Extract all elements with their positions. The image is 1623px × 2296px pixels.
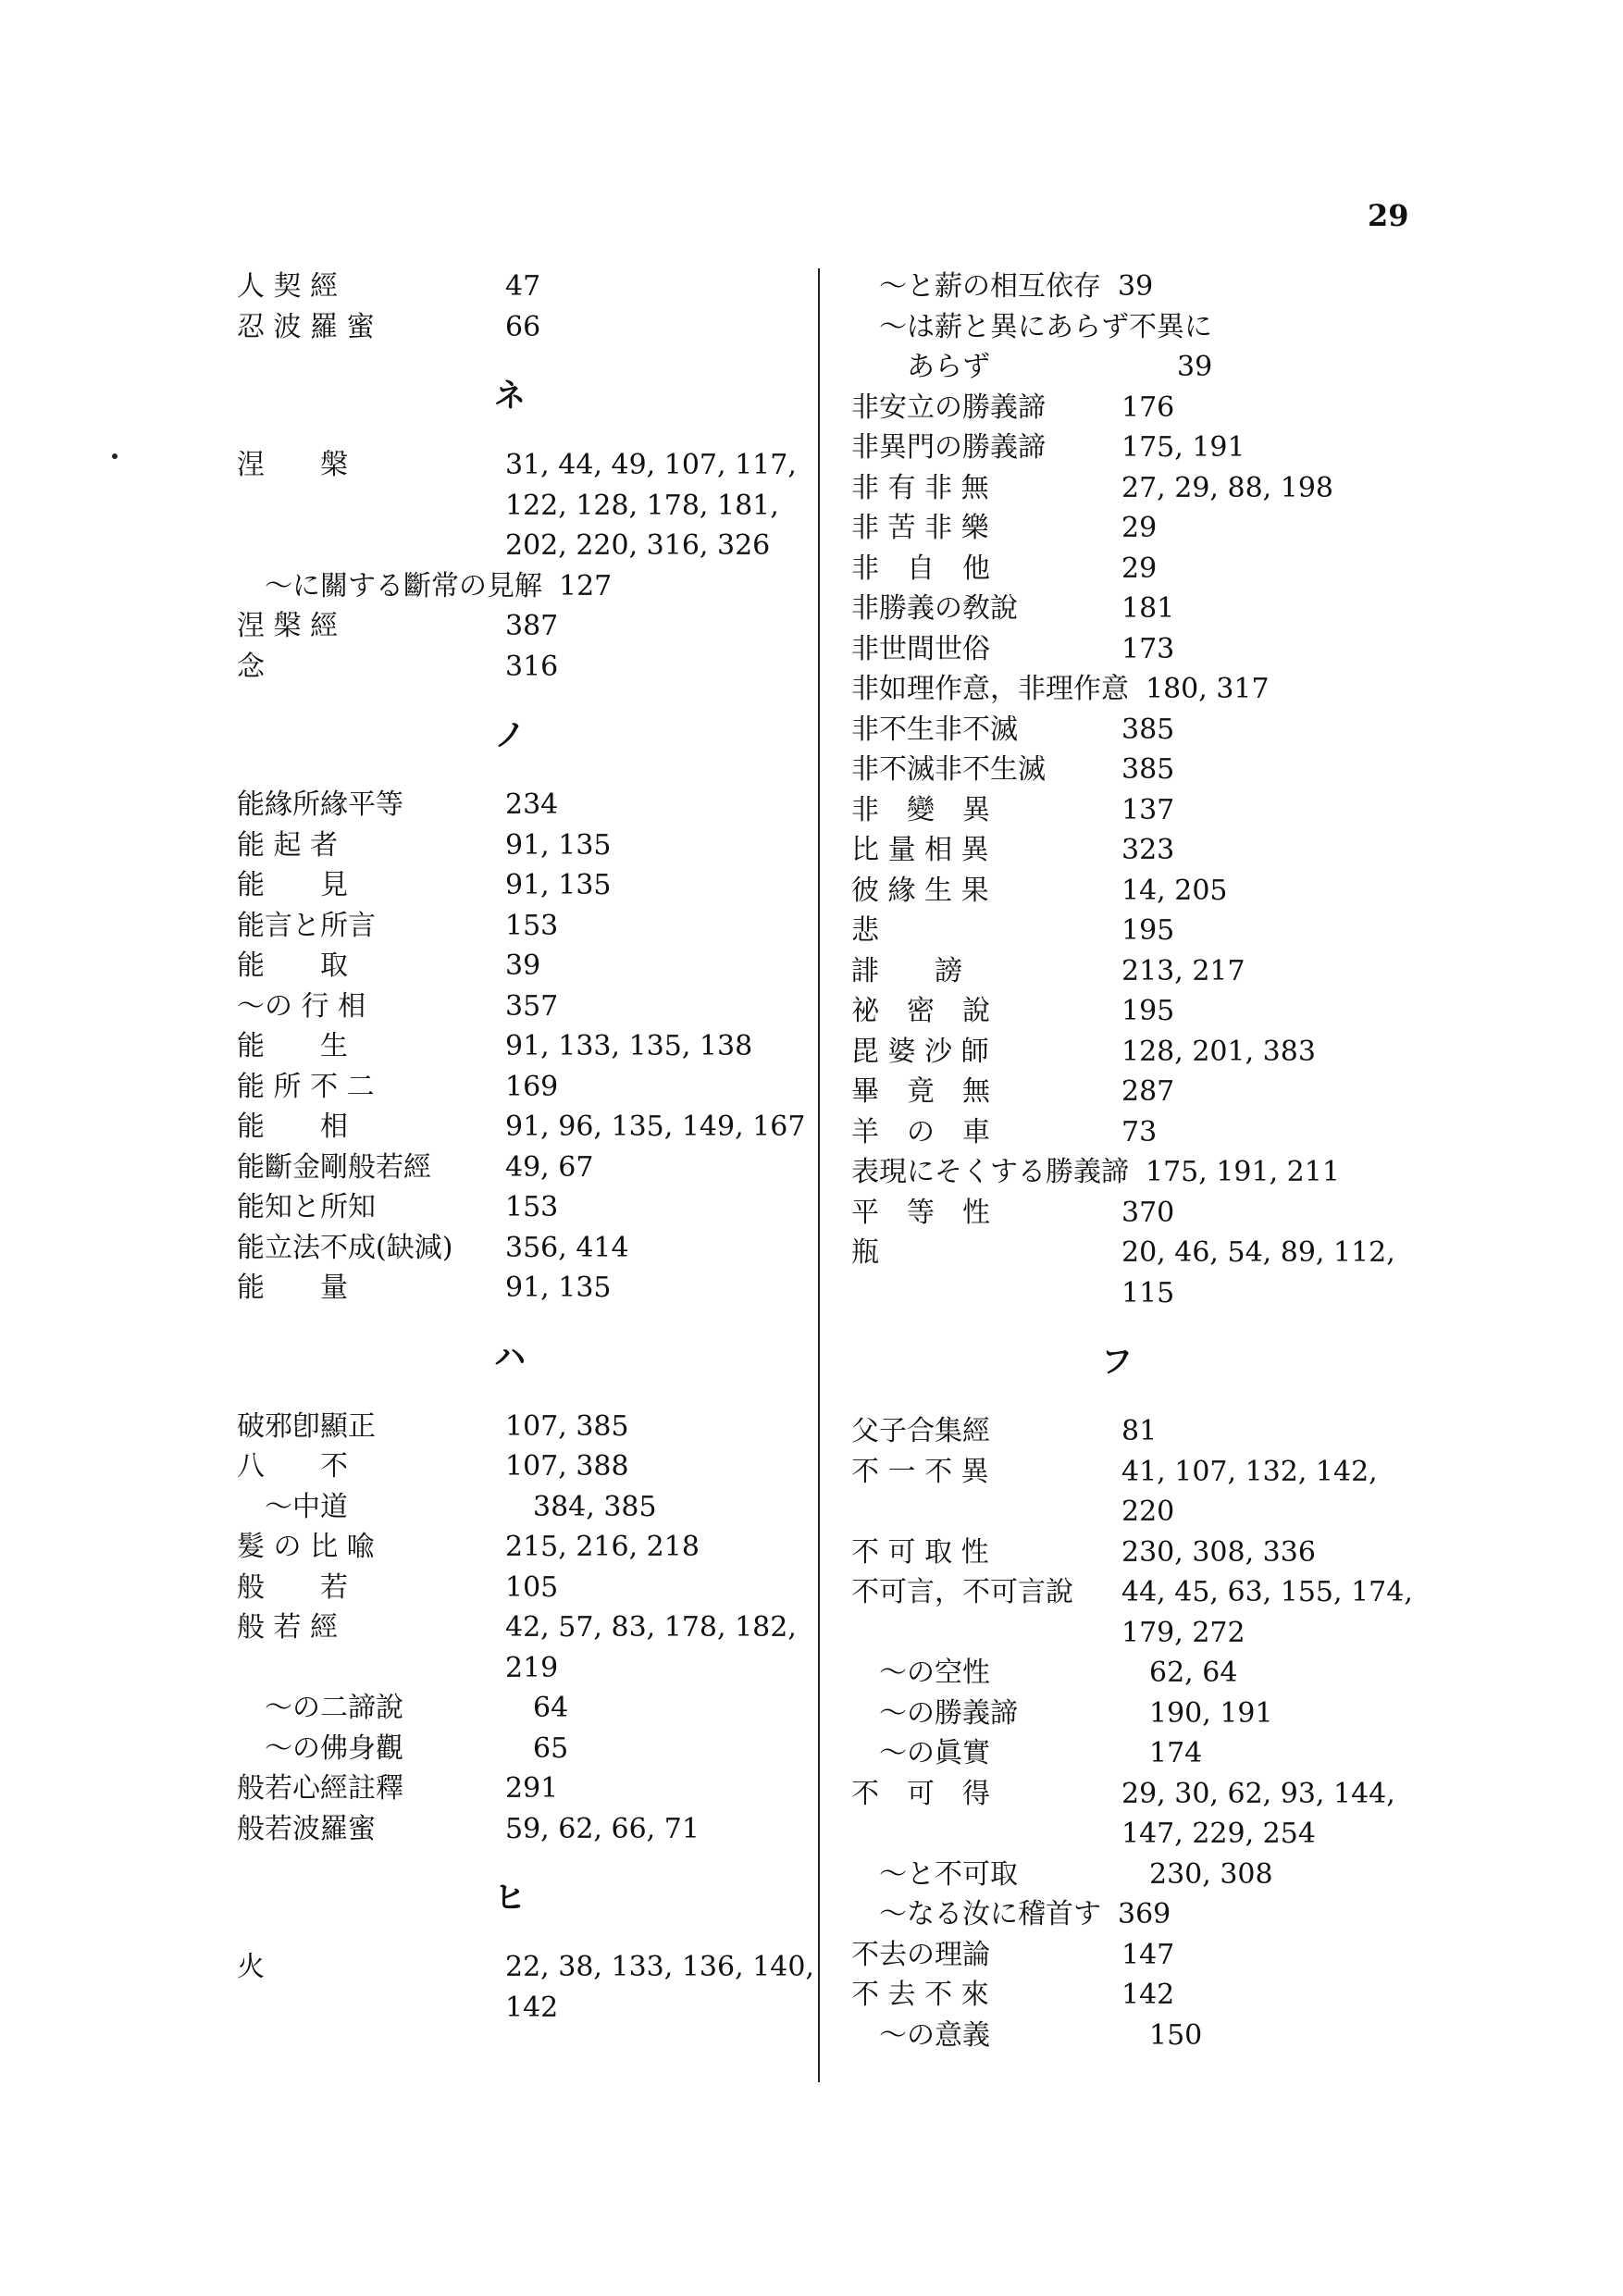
index-term <box>851 1492 1121 1533</box>
index-term: 能 生 <box>237 1030 348 1062</box>
index-term: 非 有 非 無 <box>851 471 989 504</box>
index-page-refs: 29 <box>1121 552 1158 585</box>
section-heading: ヒ <box>494 1880 526 1917</box>
index-entry <box>237 1648 792 1689</box>
index-term: ～と薪の相互依存 <box>879 270 1101 303</box>
index-term: ～の空性 <box>879 1657 990 1689</box>
index-page-refs: 169 <box>505 1070 559 1103</box>
index-term: 非如理作意，非理作意 <box>851 673 1129 705</box>
index-entry <box>237 1568 792 1608</box>
index-entry <box>237 1988 792 2029</box>
index-page-refs: 234 <box>505 788 559 821</box>
index-entry <box>851 549 1406 590</box>
index-term: ～の 行 相 <box>237 989 366 1023</box>
index-page-refs: 323 <box>1121 834 1175 866</box>
index-entry <box>851 267 1406 307</box>
index-page-refs: 127 <box>559 569 613 602</box>
index-entry <box>851 347 1406 388</box>
index-page-refs: 91, 135 <box>505 828 612 862</box>
index-page-refs: 230, 308, 336 <box>1121 1535 1316 1569</box>
index-term: 不 一 不 異 <box>851 1455 989 1488</box>
index-term: 火 <box>237 1951 265 1983</box>
index-term: 能斷金剛般若經 <box>237 1150 431 1184</box>
index-page-refs: 190, 191 <box>1149 1696 1273 1730</box>
index-entry <box>851 1152 1406 1193</box>
index-entry <box>237 1187 792 1228</box>
index-entry <box>851 307 1406 348</box>
index-entry <box>237 606 792 647</box>
index-term: 般 若 <box>237 1570 348 1604</box>
index-term: ～は薪と異にあらず不異に <box>879 310 1212 343</box>
index-page-refs <box>1149 307 1406 348</box>
index-entry <box>851 1452 1406 1493</box>
index-page-refs: 49, 67 <box>505 1150 594 1184</box>
index-entry <box>851 1193 1406 1234</box>
index-entry <box>237 1688 792 1729</box>
section-heading: ノ <box>494 717 526 754</box>
index-term: 般若心經註釋 <box>237 1772 403 1805</box>
index-page-refs: 356, 414 <box>505 1231 629 1264</box>
index-term: 能 所 不 二 <box>237 1070 375 1103</box>
index-entry <box>851 1032 1406 1073</box>
index-term: 非安立の勝義諦 <box>851 391 1046 424</box>
index-entry <box>237 1527 792 1568</box>
index-page-refs: 91, 135 <box>505 869 612 901</box>
index-term: 不 可 取 性 <box>851 1535 989 1569</box>
index-entry <box>851 388 1406 428</box>
index-term: 八 不 <box>237 1450 348 1483</box>
index-entry <box>237 566 792 607</box>
index-entry <box>851 629 1406 670</box>
index-page-refs: 20, 46, 54, 89, 112, <box>1121 1236 1395 1269</box>
index-page-refs: 215, 216, 218 <box>505 1531 700 1563</box>
index-term: ～の意義 <box>879 2018 990 2052</box>
index-page-refs: 14, 205 <box>1121 874 1228 907</box>
index-entry <box>851 1233 1406 1273</box>
index-page-refs: 195 <box>1121 995 1175 1027</box>
index-page-refs: 29, 30, 62, 93, 144, <box>1121 1777 1395 1810</box>
index-entry <box>851 1572 1413 1613</box>
index-page-refs: 59, 62, 66, 71 <box>505 1812 700 1845</box>
section-heading: フ <box>1101 1344 1133 1381</box>
index-page-refs: 213, 217 <box>1121 954 1245 987</box>
index-term <box>237 1648 505 1689</box>
index-term: 能 起 者 <box>237 828 339 862</box>
index-term: ～の佛身觀 <box>265 1731 403 1765</box>
index-term: 平 等 性 <box>851 1196 990 1229</box>
index-page-refs: 31, 44, 49, 107, 117, <box>505 449 797 481</box>
index-entry <box>851 2016 1406 2056</box>
index-term: 畢 竟 無 <box>851 1075 990 1108</box>
index-term: 羊 の 車 <box>851 1115 990 1148</box>
index-page-refs: 142 <box>505 1991 559 2024</box>
index-entry <box>851 790 1406 831</box>
index-page-refs: 179, 272 <box>1121 1616 1245 1649</box>
index-term <box>851 1273 1121 1314</box>
stray-mark <box>112 453 118 459</box>
index-term: 非勝義の敎說 <box>851 592 1018 625</box>
index-entry <box>851 911 1406 951</box>
index-term: ～に關する斷常の見解 <box>265 569 542 602</box>
index-page-refs: 181 <box>1121 592 1175 625</box>
index-term: ～の勝義諦 <box>879 1696 1018 1730</box>
index-entry <box>237 307 792 348</box>
page-number: 29 <box>1368 198 1409 233</box>
index-entry <box>851 1894 1406 1935</box>
index-term: 父子合集經 <box>851 1415 990 1447</box>
index-page-refs: 316 <box>505 650 559 683</box>
index-entry <box>851 991 1406 1032</box>
index-term: 表現にそくする勝義諦 <box>851 1156 1129 1188</box>
index-term: 非不滅非不生滅 <box>851 753 1046 786</box>
index-term: 能言と所言 <box>237 909 376 942</box>
index-page-refs: 180, 317 <box>1146 673 1270 705</box>
index-entry <box>237 1446 792 1487</box>
index-column-left <box>237 267 814 2028</box>
index-term: ～の二諦說 <box>265 1692 403 1724</box>
index-entry <box>237 946 792 987</box>
index-page-refs: 42, 57, 83, 178, 182, <box>505 1611 797 1644</box>
index-page-refs: 39 <box>1118 270 1154 303</box>
index-page-refs: 47 <box>505 270 541 303</box>
index-page-refs: 173 <box>1121 632 1175 665</box>
index-entry <box>237 1729 792 1769</box>
index-term: 涅 槃 經 <box>237 610 339 642</box>
index-term: 比 量 相 異 <box>851 834 989 866</box>
index-page-refs: 287 <box>1121 1075 1175 1108</box>
index-term: 破邪卽顯正 <box>237 1409 376 1443</box>
index-term <box>237 486 505 527</box>
index-entry <box>237 526 792 566</box>
index-term: 能 見 <box>237 869 348 901</box>
index-term: 涅 槃 <box>237 449 348 481</box>
index-entry <box>851 1492 1406 1533</box>
index-page-refs: 176 <box>1121 391 1175 424</box>
section-heading: ネ <box>494 378 526 415</box>
index-page-refs: 91, 96, 135, 149, 167 <box>505 1111 806 1143</box>
index-page-refs: 107, 385 <box>505 1409 629 1443</box>
index-page-refs: 107, 388 <box>505 1450 629 1483</box>
index-page-refs: 91, 133, 135, 138 <box>505 1030 753 1062</box>
index-term: あらず <box>907 351 990 383</box>
section-heading: ハ <box>494 1338 526 1376</box>
index-term: 能 相 <box>237 1111 348 1143</box>
index-page-refs: 81 <box>1121 1415 1158 1447</box>
index-entry <box>237 1228 792 1269</box>
index-entry <box>851 1814 1406 1855</box>
index-entry <box>237 825 792 866</box>
index-entry <box>851 1613 1406 1654</box>
index-page-refs: 195 <box>1121 914 1175 947</box>
index-entry <box>851 669 1406 710</box>
index-term: 非異門の勝義諦 <box>851 431 1046 464</box>
index-entry <box>851 428 1406 468</box>
index-term: ～の眞實 <box>879 1737 990 1769</box>
index-entry <box>237 865 792 906</box>
index-entry <box>851 1774 1406 1815</box>
index-entry <box>851 1653 1406 1694</box>
index-term: 不去の理論 <box>851 1938 990 1971</box>
index-entry <box>851 1975 1406 2016</box>
index-term: ～と不可取 <box>879 1857 1018 1891</box>
index-term: 誹 謗 <box>851 954 962 987</box>
index-entry <box>851 1411 1406 1452</box>
index-page-refs: 66 <box>505 310 541 343</box>
index-entry <box>851 1273 1406 1314</box>
index-column-right <box>851 267 1413 2055</box>
index-term <box>851 1613 1121 1654</box>
index-entry <box>851 1072 1406 1112</box>
index-term: 能知と所知 <box>237 1191 376 1223</box>
index-term: 念 <box>237 650 265 683</box>
index-page-refs: 385 <box>1121 713 1175 746</box>
index-term: 瓶 <box>851 1236 879 1269</box>
index-page-refs: 357 <box>505 989 559 1023</box>
index-page-refs: 41, 107, 132, 142, <box>1121 1455 1378 1488</box>
index-page-refs: 147 <box>1121 1938 1175 1971</box>
index-page-refs: 202, 220, 316, 326 <box>505 529 771 562</box>
index-page-refs: 230, 308 <box>1149 1857 1273 1891</box>
index-page-refs: 73 <box>1121 1115 1158 1148</box>
index-page-refs: 153 <box>505 909 559 942</box>
index-page-refs: 122, 128, 178, 181, <box>505 489 779 522</box>
index-page-refs: 385 <box>1121 753 1175 786</box>
index-page-refs: 175, 191 <box>1121 431 1245 464</box>
index-page-refs: 62, 64 <box>1149 1657 1238 1689</box>
index-page-refs: 39 <box>505 949 541 982</box>
index-entry <box>237 1809 792 1850</box>
index-page-refs: 44, 45, 63, 155, 174, <box>1121 1576 1413 1608</box>
index-term: 彼 緣 生 果 <box>851 874 989 907</box>
index-term: 非不生非不滅 <box>851 713 1018 746</box>
index-page-refs: 128, 201, 383 <box>1121 1035 1316 1068</box>
index-term: 非世間世俗 <box>851 632 990 665</box>
index-entry <box>851 1855 1406 1895</box>
index-page-refs: 387 <box>505 610 559 642</box>
index-term <box>851 1814 1121 1855</box>
index-entry <box>237 1026 792 1067</box>
index-page-refs: 27, 29, 88, 198 <box>1121 471 1333 504</box>
index-entry <box>851 1533 1406 1573</box>
index-term: 毘 婆 沙 師 <box>851 1035 989 1068</box>
index-term: 祕 密 說 <box>851 995 990 1027</box>
column-divider <box>818 268 820 2082</box>
index-entry <box>851 468 1406 509</box>
index-page-refs: 147, 229, 254 <box>1121 1818 1316 1850</box>
index-entry <box>237 1107 806 1148</box>
index-entry <box>851 871 1406 912</box>
index-page-refs: 384, 385 <box>533 1490 657 1523</box>
index-term: 忍 波 羅 蜜 <box>237 310 375 343</box>
index-page-refs: 369 <box>1118 1898 1171 1930</box>
index-term: 人 契 經 <box>237 270 339 303</box>
index-term: 不 去 不 來 <box>851 1979 989 2011</box>
index-term: 能 取 <box>237 949 348 982</box>
index-page-refs: 370 <box>1121 1196 1175 1229</box>
index-term: 般 若 經 <box>237 1611 339 1644</box>
index-term <box>237 1988 505 2029</box>
index-term: 般若波羅蜜 <box>237 1812 376 1845</box>
index-entry <box>851 830 1406 871</box>
index-term: 能緣所緣平等 <box>237 788 403 821</box>
index-entry <box>237 486 792 527</box>
index-entry <box>237 906 792 947</box>
index-page-refs: 153 <box>505 1191 559 1223</box>
index-page-refs: 291 <box>505 1772 559 1805</box>
index-entry <box>851 508 1406 549</box>
index-entry <box>237 1268 792 1309</box>
index-page-refs: 91, 135 <box>505 1272 612 1304</box>
index-term: ～中道 <box>265 1490 348 1523</box>
index-page-refs: 115 <box>1121 1276 1175 1309</box>
index-entry <box>851 1694 1406 1734</box>
index-entry <box>237 1487 792 1528</box>
index-entry <box>851 1733 1406 1774</box>
index-entry <box>237 987 792 1027</box>
index-page-refs: 174 <box>1149 1737 1203 1769</box>
index-entry <box>237 445 797 486</box>
index-page-refs: 39 <box>1177 351 1213 383</box>
index-entry <box>237 1067 792 1108</box>
index-page-refs: 175, 191, 211 <box>1146 1156 1340 1188</box>
index-term: ～なる汝に稽首す <box>879 1898 1101 1930</box>
index-term: 非 變 異 <box>851 793 990 826</box>
index-entry <box>237 785 792 825</box>
index-page-refs: 105 <box>505 1570 559 1604</box>
index-entry <box>237 1607 797 1648</box>
index-page-refs: 137 <box>1121 793 1175 826</box>
index-page-refs: 220 <box>1121 1496 1175 1528</box>
index-term: 非 苦 非 樂 <box>851 512 989 544</box>
index-entry <box>851 1112 1406 1153</box>
index-entry <box>851 951 1406 992</box>
index-page-refs: 22, 38, 133, 136, 140, <box>505 1951 814 1983</box>
index-page-refs: 150 <box>1149 2018 1203 2052</box>
index-entry <box>237 1148 792 1188</box>
index-term: 不可言，不可言說 <box>851 1576 1073 1608</box>
index-entry <box>851 750 1406 790</box>
index-page-refs: 29 <box>1121 512 1158 544</box>
index-entry <box>851 710 1406 751</box>
index-page-refs: 142 <box>1121 1979 1175 2011</box>
index-term: 能立法不成(缺減) <box>237 1231 453 1264</box>
index-entry <box>851 589 1406 629</box>
index-entry <box>237 1769 792 1809</box>
index-term: 悲 <box>851 914 879 947</box>
index-page-refs: 65 <box>533 1731 569 1765</box>
index-entry <box>851 1935 1406 1976</box>
index-term: 髮 の 比 喩 <box>237 1531 375 1563</box>
index-entry <box>237 647 792 688</box>
index-term: 不 可 得 <box>851 1777 990 1810</box>
index-term: 能 量 <box>237 1272 348 1304</box>
index-entry <box>237 1407 792 1447</box>
index-entry <box>237 267 792 307</box>
index-entry <box>237 1947 814 1988</box>
index-page-refs: 64 <box>533 1692 569 1724</box>
index-term <box>237 526 505 566</box>
index-term: 非 自 他 <box>851 552 990 585</box>
index-page-refs: 219 <box>505 1651 559 1684</box>
